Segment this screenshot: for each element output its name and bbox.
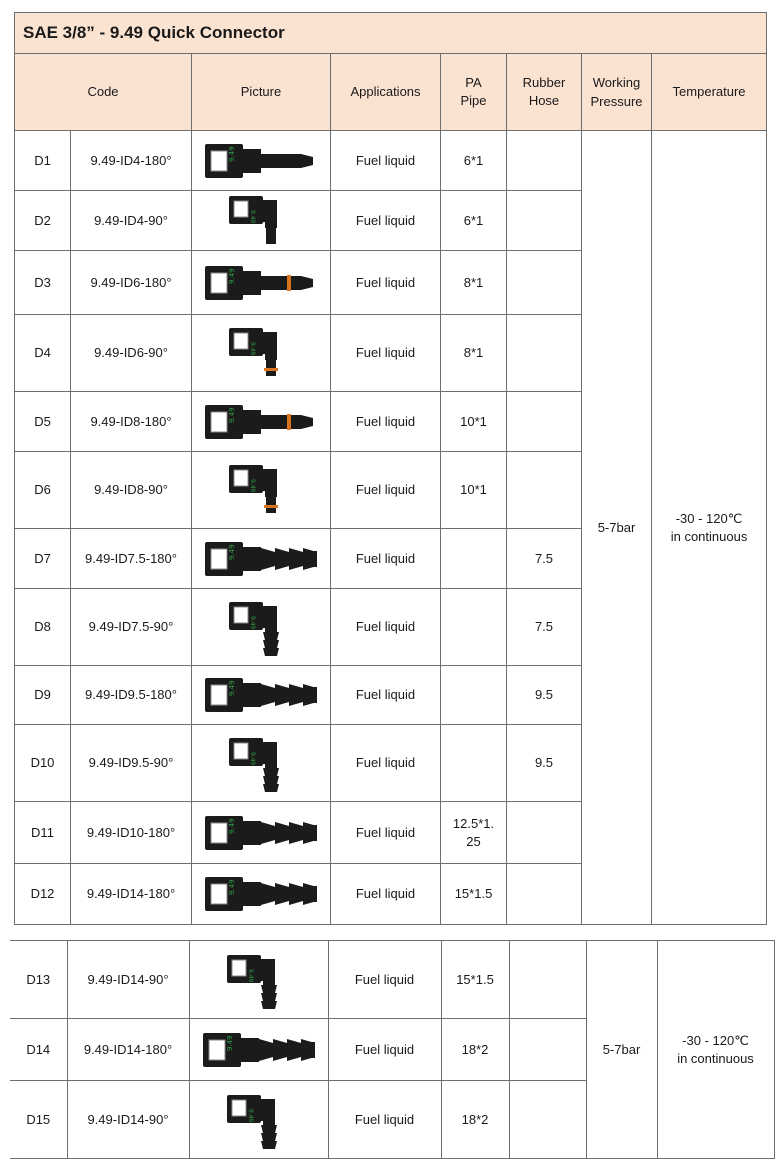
row-picture: [192, 251, 331, 315]
connector-picture: [201, 865, 321, 923]
temperature-range: -30 - 120℃: [682, 1032, 749, 1048]
row-id: D14: [10, 1019, 67, 1081]
row-code: 9.49-ID7.5-180°: [71, 529, 192, 589]
row-rubber-hose: 9.5: [507, 666, 582, 725]
row-id: D13: [10, 941, 67, 1019]
connector-picture: [201, 324, 321, 382]
working-pressure-cell: 5-7bar: [582, 131, 652, 925]
table-row: [15, 131, 767, 191]
row-id: D4: [15, 315, 71, 392]
connector-picture: [201, 804, 321, 862]
row-code: 9.49-ID8-90°: [71, 452, 192, 529]
row-application: Fuel liquid: [331, 251, 441, 315]
row-id: D1: [15, 131, 71, 191]
row-picture: [192, 864, 331, 925]
table-row: [10, 941, 774, 1019]
connector-picture: [201, 598, 321, 656]
row-code: 9.49-ID14-180°: [67, 1019, 189, 1081]
row-rubber-hose: [507, 191, 582, 251]
row-id: D9: [15, 666, 71, 725]
row-application: Fuel liquid: [331, 452, 441, 529]
header-pa-pipe: PA Pipe: [441, 54, 507, 131]
svg-text:9.49: 9.49: [228, 879, 236, 895]
connector-picture: [201, 734, 321, 792]
row-application: Fuel liquid: [331, 802, 441, 864]
svg-text:9.49: 9.49: [228, 145, 236, 162]
row-rubber-hose: 7.5: [507, 589, 582, 666]
row-rubber-hose: [507, 802, 582, 864]
row-application: Fuel liquid: [331, 392, 441, 452]
row-application: Fuel liquid: [331, 529, 441, 589]
connector-table-2: [10, 940, 775, 1159]
row-code: 9.49-ID14-90°: [67, 1081, 189, 1159]
row-pa-pipe: 15*1.5: [441, 864, 507, 925]
row-rubber-hose: [507, 315, 582, 392]
svg-text:9.49: 9.49: [246, 1108, 254, 1122]
row-rubber-hose: [507, 392, 582, 452]
connector-picture: [201, 461, 321, 519]
connector-picture: [199, 1021, 319, 1079]
row-application: Fuel liquid: [328, 1081, 441, 1159]
header-code: Code: [15, 54, 192, 131]
row-pa-pipe: 8*1: [441, 251, 507, 315]
svg-text:9.49: 9.49: [228, 817, 236, 834]
row-application: Fuel liquid: [331, 864, 441, 925]
working-pressure-cell: 5-7bar: [586, 941, 657, 1159]
svg-text:9.49: 9.49: [249, 209, 256, 223]
row-id: D5: [15, 392, 71, 452]
row-code: 9.49-ID8-180°: [71, 392, 192, 452]
row-pa-pipe: 18*2: [441, 1019, 509, 1081]
temperature-note: in continuous: [670, 528, 748, 544]
connector-picture: [201, 192, 321, 250]
row-id: D10: [15, 725, 71, 802]
connector-picture: [201, 666, 321, 724]
row-code: 9.49-ID10-180°: [71, 802, 192, 864]
row-application: Fuel liquid: [331, 666, 441, 725]
header-row: [15, 54, 767, 131]
svg-text:9.49: 9.49: [249, 479, 256, 493]
row-code: 9.49-ID4-180°: [71, 131, 192, 191]
row-picture: [189, 941, 328, 1019]
row-rubber-hose: 7.5: [507, 529, 582, 589]
row-pa-pipe: 15*1.5: [441, 941, 509, 1019]
svg-text:9.49: 9.49: [225, 1034, 234, 1051]
row-rubber-hose: [507, 251, 582, 315]
row-id: D6: [15, 452, 71, 529]
row-pa-pipe: 6*1: [441, 131, 507, 191]
svg-text:9.49: 9.49: [249, 342, 256, 356]
row-application: Fuel liquid: [331, 725, 441, 802]
row-pa-pipe: 6*1: [441, 191, 507, 251]
row-picture: [189, 1081, 328, 1159]
row-picture: [192, 666, 331, 725]
row-application: Fuel liquid: [328, 1019, 441, 1081]
header-applications: Applications: [331, 54, 441, 131]
row-picture: [192, 191, 331, 251]
row-picture: [192, 529, 331, 589]
row-code: 9.49-ID6-180°: [71, 251, 192, 315]
temperature-range: -30 - 120℃: [675, 510, 743, 526]
temperature-cell: [652, 131, 767, 925]
row-rubber-hose: [509, 1081, 586, 1159]
header-picture: Picture: [192, 54, 331, 131]
row-pa-pipe: 8*1: [441, 315, 507, 392]
row-picture: [192, 589, 331, 666]
row-picture: [192, 802, 331, 864]
row-pa-pipe: 18*2: [441, 1081, 509, 1159]
row-code: 9.49-ID14-180°: [71, 864, 192, 925]
row-pa-pipe: 10*1: [441, 452, 507, 529]
row-rubber-hose: [507, 131, 582, 191]
row-id: D3: [15, 251, 71, 315]
row-code: 9.49-ID7.5-90°: [71, 589, 192, 666]
row-pa-pipe: 10*1: [441, 392, 507, 452]
row-id: D12: [15, 864, 71, 925]
row-code: 9.49-ID9.5-90°: [71, 725, 192, 802]
connector-picture: [201, 254, 321, 312]
row-rubber-hose: [507, 864, 582, 925]
row-code: 9.49-ID6-90°: [71, 315, 192, 392]
row-picture: [189, 1019, 328, 1081]
svg-text:9.49: 9.49: [249, 616, 256, 630]
row-rubber-hose: [507, 452, 582, 529]
svg-text:9.49: 9.49: [228, 543, 236, 560]
connector-picture: [199, 951, 319, 1009]
row-code: 9.49-ID14-90°: [67, 941, 189, 1019]
connector-picture: [201, 393, 321, 451]
row-id: D2: [15, 191, 71, 251]
row-rubber-hose: 9.5: [507, 725, 582, 802]
row-id: D15: [10, 1081, 67, 1159]
row-picture: [192, 131, 331, 191]
row-id: D11: [15, 802, 71, 864]
row-code: 9.49-ID9.5-180°: [71, 666, 192, 725]
row-application: Fuel liquid: [328, 941, 441, 1019]
temperature-cell: [657, 941, 774, 1159]
header-working-pressure: Working Pressure: [582, 54, 652, 131]
row-picture: [192, 452, 331, 529]
row-picture: [192, 315, 331, 392]
svg-text:9.49: 9.49: [228, 406, 236, 423]
row-application: Fuel liquid: [331, 589, 441, 666]
connector-picture: [201, 530, 321, 588]
header-rubber-hose: Rubber Hose: [507, 54, 582, 131]
table-title: SAE 3/8” - 9.49 Quick Connector: [15, 13, 767, 54]
row-picture: [192, 725, 331, 802]
row-id: D8: [15, 589, 71, 666]
row-application: Fuel liquid: [331, 191, 441, 251]
row-pa-pipe: [441, 666, 507, 725]
row-pa-pipe: [441, 725, 507, 802]
row-picture: [192, 392, 331, 452]
temperature-note: in continuous: [677, 1050, 754, 1066]
row-code: 9.49-ID4-90°: [71, 191, 192, 251]
row-rubber-hose: [509, 1019, 586, 1081]
svg-text:9.49: 9.49: [228, 680, 236, 696]
row-application: Fuel liquid: [331, 315, 441, 392]
header-temperature: Temperature: [652, 54, 767, 131]
row-application: Fuel liquid: [331, 131, 441, 191]
svg-text:9.49: 9.49: [246, 968, 254, 982]
connector-table-1: [14, 12, 767, 925]
svg-text:9.49: 9.49: [228, 267, 236, 284]
svg-text:9.49: 9.49: [249, 752, 256, 766]
row-pa-pipe: [441, 589, 507, 666]
row-id: D7: [15, 529, 71, 589]
connector-picture: [199, 1091, 319, 1149]
row-rubber-hose: [509, 941, 586, 1019]
row-pa-pipe: [441, 529, 507, 589]
connector-picture: [201, 132, 321, 190]
row-pa-pipe: 12.5*1.25: [441, 802, 507, 864]
